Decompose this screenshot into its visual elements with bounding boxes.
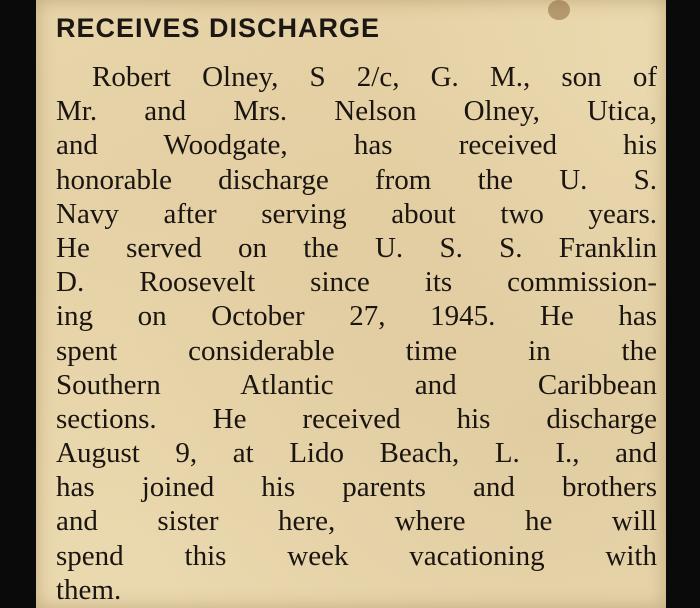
article-line: them. [56,573,122,606]
article-line: sections. He received his discharge [56,402,657,435]
article-line: D. Roosevelt since its commission- [56,266,657,299]
newspaper-clipping [36,0,666,608]
article-line: August 9, at Lido Beach, L. I., and [56,437,657,470]
article-line: Robert Olney, S 2/c, G. M., son of [92,61,657,93]
article-line: Navy after serving about two years. [56,197,657,230]
article-line: Southern Atlantic and Caribbean [56,368,657,401]
article-body [56,60,657,607]
article-line: has joined his parents and brothers [56,471,657,504]
headline: RECEIVES DISCHARGE [56,13,381,43]
article-line: spend this week vacationing with [56,539,657,572]
article-line: He served on the U. S. S. Franklin [56,231,657,264]
article-line: honorable discharge from the U. S. [56,163,657,196]
article-line: spent considerable time in the [56,334,657,367]
article-line: and sister here, where he will [56,505,657,538]
scan-border-right [666,0,700,608]
article-line: Mr. and Mrs. Nelson Olney, Utica, [56,95,657,128]
article-line: ing on October 27, 1945. He has [56,300,657,333]
article-line: and Woodgate, has received his [56,129,657,162]
ink-stain [548,0,570,20]
